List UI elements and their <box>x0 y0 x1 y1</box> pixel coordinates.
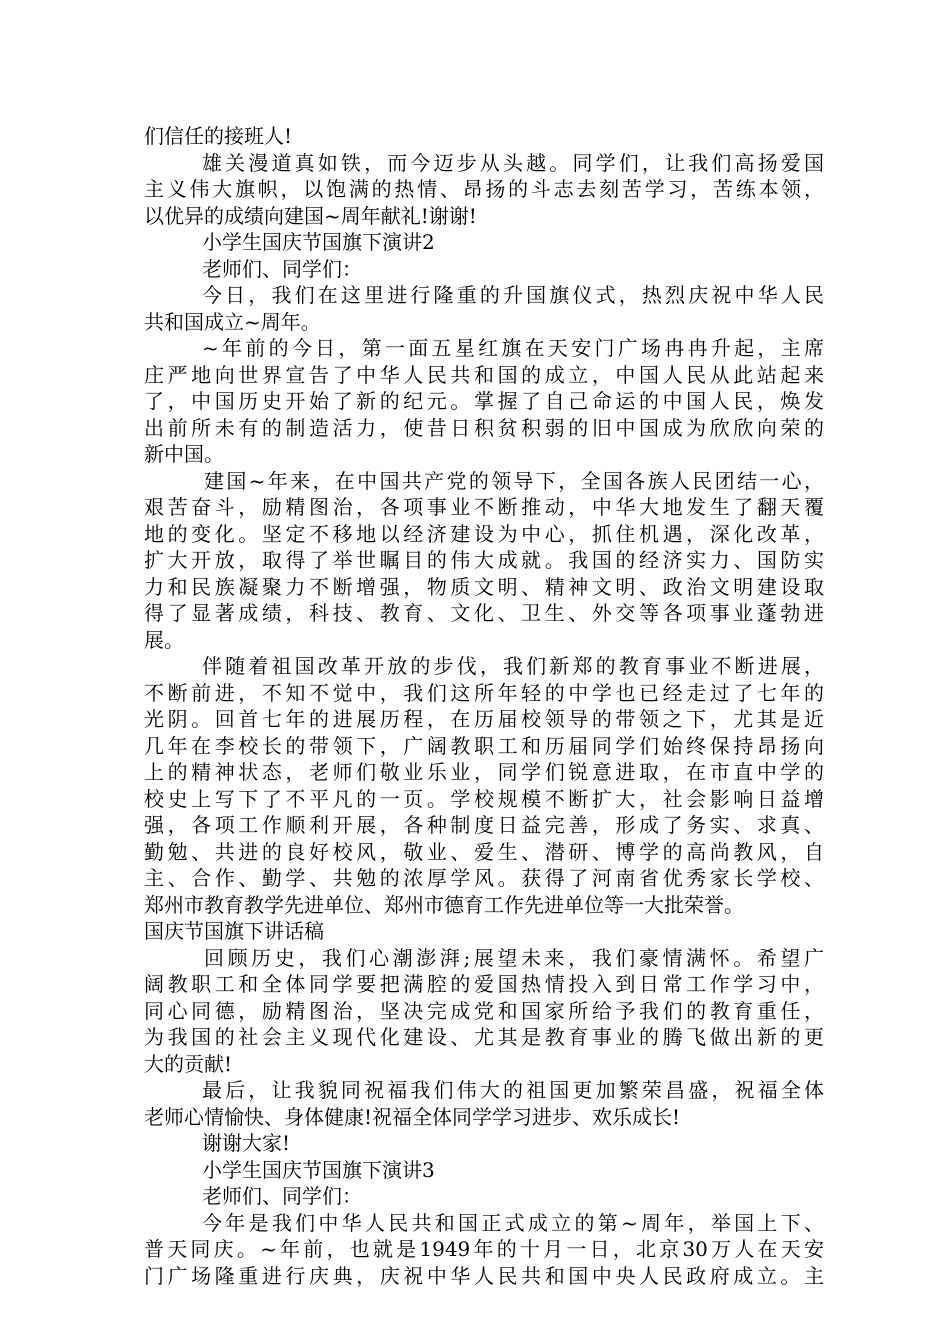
body-line: 共和国成立~周年。 <box>144 309 321 334</box>
section-heading: 国庆节国旗下讲话稿 <box>144 919 324 943</box>
body-line: 大的贡献! <box>144 1051 233 1076</box>
body-line: 力和民族凝聚力不断增强，物质文明、精神文明、政治文明建设取 <box>144 574 824 599</box>
body-line: 们信任的接班人! <box>144 124 293 148</box>
body-line: 强，各项工作顺利开展，各种制度日益完善，形成了务实、求真、 <box>144 813 824 837</box>
body-line: 伴随着祖国改革开放的步伐，我们新郑的教育事业不断进展， <box>202 654 824 678</box>
body-line: 郑州市教育教学先进单位、郑州市德育工作先进单位等一大批荣誉。 <box>144 892 744 917</box>
body-line: 勤勉、共进的良好校风，敬业、爱生、潜研、博学的高尚教风，自 <box>144 839 824 864</box>
body-line: 老师心情愉快、身体健康!祝福全体同学学习进步、欢乐成长! <box>144 1104 681 1129</box>
body-line: 不断前进，不知不觉中，我们这所年轻的中学也已经走过了七年的 <box>144 680 824 705</box>
body-line: 光阴。回首七年的进展历程，在历届校领导的带领之下，尤其是近 <box>144 707 824 731</box>
body-line: 门广场隆重进行庆典，庆祝中华人民共和国中央人民政府成立。主 <box>144 1263 824 1288</box>
body-line: 上的精神状态，老师们敬业乐业，同学们锐意进取，在市直中学的 <box>144 760 824 784</box>
body-line: 最后，让我貌同祝福我们伟大的祖国更加繁荣昌盛，祝福全体 <box>202 1078 824 1102</box>
body-line: 阔教职工和全体同学要把满腔的爱国热情投入到日常工作学习中， <box>144 972 824 996</box>
body-line: 新中国。 <box>144 442 224 466</box>
body-line: 今年是我们中华人民共和国正式成立的第~周年，举国上下、 <box>202 1210 824 1235</box>
section-heading: 小学生国庆节国旗下演讲2 <box>202 230 435 254</box>
body-line: 扩大开放，取得了举世瞩目的伟大成就。我国的经济实力、国防实 <box>144 548 824 572</box>
body-line: 庄严地向世界宣告了中华人民共和国的成立，中国人民从此站起来 <box>144 362 824 387</box>
body-line: 主、合作、勤学、共勉的浓厚学风。获得了河南省优秀家长学校、 <box>144 866 824 890</box>
body-line: 校史上写下了不平凡的一页。学校规模不断扩大，社会影响日益增 <box>144 786 824 811</box>
body-line: 建国~年来，在中国共产党的领导下，全国各族人民团结一心， <box>204 468 824 493</box>
body-line: 以优异的成绩向建国~周年献礼!谢谢! <box>144 203 477 228</box>
document-body <box>144 123 824 1289</box>
body-line: 展。 <box>144 627 184 652</box>
body-line: 了，中国历史开始了新的纪元。掌握了自己命运的中国人民，焕发 <box>144 389 824 413</box>
body-line: 出前所未有的制造活力，使昔日积贫积弱的旧中国成为欣欣向荣的 <box>144 415 824 440</box>
body-line: 几年在李校长的带领下，广阔教职工和历届同学们始终保持昂扬向 <box>144 733 824 758</box>
body-line: 普天同庆。~年前，也就是1949年的十月一日，北京30万人在天安 <box>144 1237 824 1261</box>
salutation: 老师们、同学们： <box>202 256 362 281</box>
body-line: ~年前的今日，第一面五星红旗在天安门广场冉冉升起，主席 <box>202 336 824 360</box>
body-line: 同心同德，励精图治，坚决完成党和国家所给予我们的教育重任， <box>144 998 824 1023</box>
body-line: 雄关漫道真如铁，而今迈步从头越。同学们，让我们高扬爱国 <box>202 150 824 175</box>
body-line: 今日，我们在这里进行隆重的升国旗仪式，热烈庆祝中华人民 <box>202 283 824 307</box>
body-line: 得了显著成绩，科技、教育、文化、卫生、外交等各项事业蓬勃进 <box>144 601 824 625</box>
body-line: 艰苦奋斗，励精图治，各项事业不断推动，中华大地发生了翻天覆 <box>144 495 824 519</box>
salutation: 老师们、同学们： <box>202 1184 362 1208</box>
body-line: 主义伟大旗帜，以饱满的热情、昂扬的斗志去刻苦学习，苦练本领， <box>144 177 824 201</box>
body-line: 为我国的社会主义现代化建设、尤其是教育事业的腾飞做出新的更 <box>144 1025 824 1049</box>
section-heading: 小学生国庆节国旗下演讲3 <box>202 1157 435 1182</box>
body-line: 谢谢大家! <box>202 1131 291 1155</box>
body-line: 地的变化。坚定不移地以经济建设为中心，抓住机遇，深化改革， <box>144 521 824 546</box>
body-line: 回顾历史，我们心潮澎湃;展望未来，我们豪情满怀。希望广 <box>204 945 824 970</box>
